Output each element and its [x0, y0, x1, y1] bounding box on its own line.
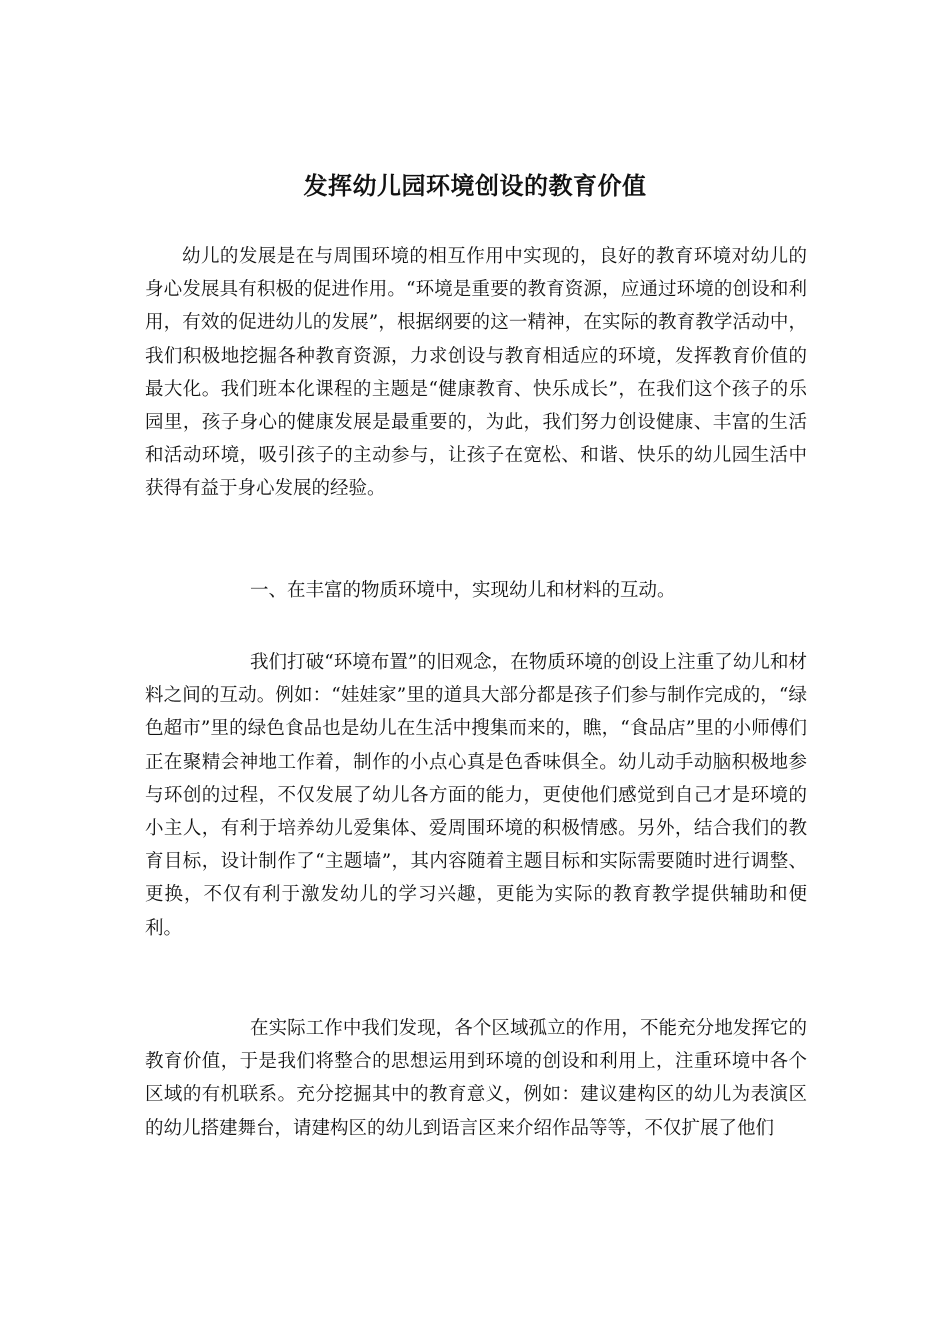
paragraph-material-environment: 我们打破“环境布置”的旧观念，在物质环境的创设上注重了幼儿和材料之间的互动。例如：“娃娃家”里的道具大部分都是孩子们参与制作完成的，“绿色超市”里的绿色食品也是幼儿在生活中搜集而来的，瞧，“食品店”里的小师傅们正在聚精会神地工作着，制作的小点心真是色香味俱全。幼儿动手动脑积极地参与环创的过程，不仅发展了幼儿各方面的能力，更使他们感觉到自己才是环境的小主人，有利于培养幼儿爱集体、爱周围环境的积极情感。另外，结合我们的教育目标，设计制作了“主题墙”，其内容随着主题目标和实际需要随时进行调整、更换，不仅有利于激发幼儿的学习兴趣，更能为实际的教育教学提供辅助和便利。	[145, 652, 807, 939]
paragraph-area-integration: 在实际工作中我们发现，各个区域孤立的作用，不能充分地发挥它的教育价值，于是我们将整合的思想运用到环境的创设和利用上，注重环境中各个区域的有机联系。充分挖掘其中的教育意义，例如：建议建构区的幼儿为表演区的幼儿搭建舞台，请建构区的幼儿到语言区来介绍作品等等，不仅扩展了他们	[145, 1018, 807, 1139]
paragraph-intro: 幼儿的发展是在与周围环境的相互作用中实现的，良好的教育环境对幼儿的身心发展具有积极的促进作用。“环境是重要的教育资源，应通过环境的创设和利用，有效的促进幼儿的发展”，根据纲要的这一精神，在实际的教育教学活动中，我们积极地挖掘各种教育资源，力求创设与教育相适应的环境，发挥教育价值的最大化。我们班本化课程的主题是“健康教育、快乐成长”，在我们这个孩子的乐园里，孩子身心的健康发展是最重要的，为此，我们努力创设健康、丰富的生活和活动环境，吸引孩子的主动参与，让孩子在宽松、和谐、快乐的幼儿园生活中获得有益于身心发展的经验。	[145, 246, 807, 500]
document-title: 发挥幼儿园环境创设的教育价值	[303, 172, 647, 200]
section-heading-1: 一、在丰富的物质环境中，实现幼儿和材料的互动。	[250, 580, 676, 601]
